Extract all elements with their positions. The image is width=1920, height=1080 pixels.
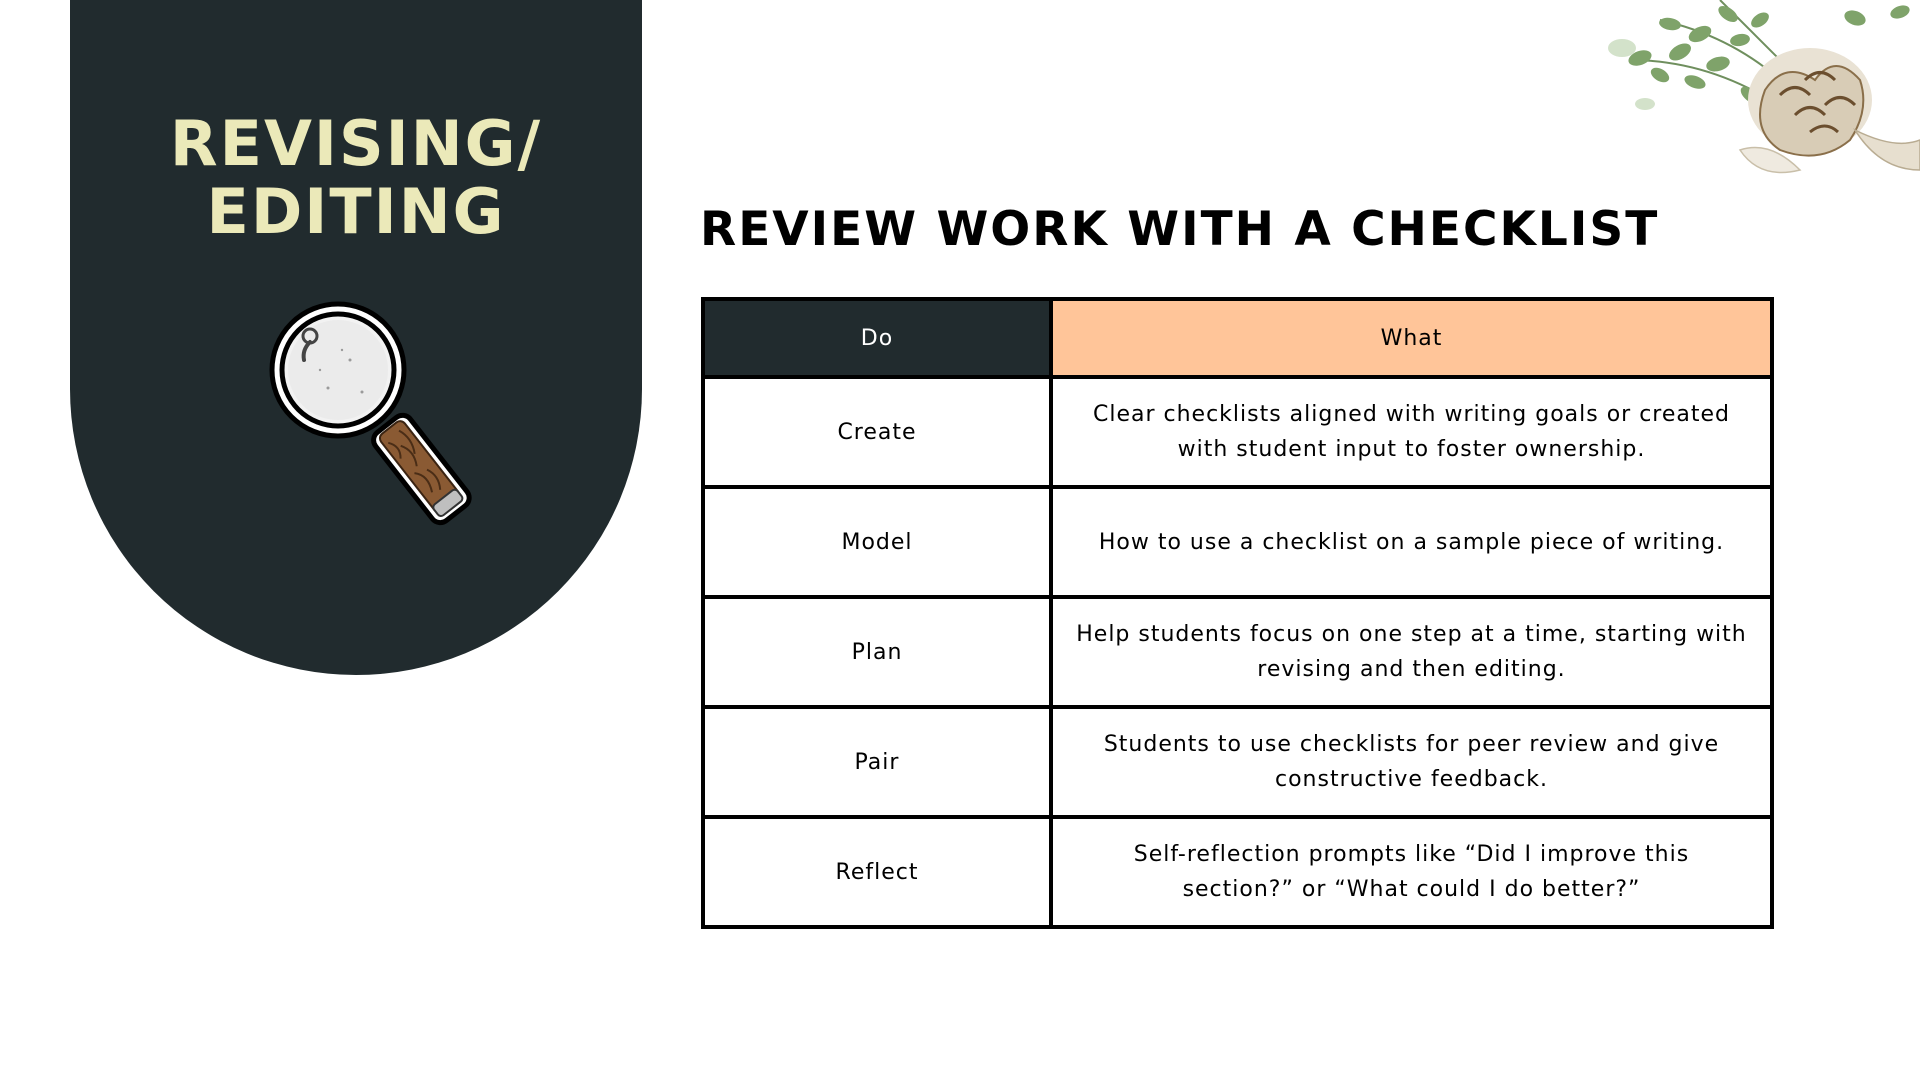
page-title: REVIEW WORK WITH A CHECKLIST [700,202,1660,257]
do-cell: Plan [703,597,1051,707]
do-cell: Pair [703,707,1051,817]
section-title-line-1: REVISING/ [169,107,543,180]
do-cell: Model [703,487,1051,597]
section-title [70,107,642,248]
what-cell: Help students focus on one step at a time, starting with revising and then editing. [1051,597,1772,707]
table-row [703,817,1772,927]
magnifying-glass-icon [250,290,490,530]
section-title-line-2: EDITING [206,175,506,248]
what-cell: Self-reflection prompts like “Did I improve this section?” or “What could I do better?” [1051,817,1772,927]
table-row [703,487,1772,597]
do-cell: Reflect [703,817,1051,927]
checklist-table [701,297,1774,929]
what-cell: Clear checklists aligned with writing goals or created with student input to foster ownership. [1051,377,1772,487]
column-header-what: What [1051,299,1772,377]
section-banner [70,0,642,675]
eucalyptus-pinecone-decoration [1600,0,1920,210]
table-row [703,377,1772,487]
column-header-do: Do [703,299,1051,377]
table-row [703,707,1772,817]
table-header-row [703,299,1772,377]
what-cell: How to use a checklist on a sample piece of writing. [1051,487,1772,597]
do-cell: Create [703,377,1051,487]
what-cell: Students to use checklists for peer review and give constructive feedback. [1051,707,1772,817]
table-row [703,597,1772,707]
